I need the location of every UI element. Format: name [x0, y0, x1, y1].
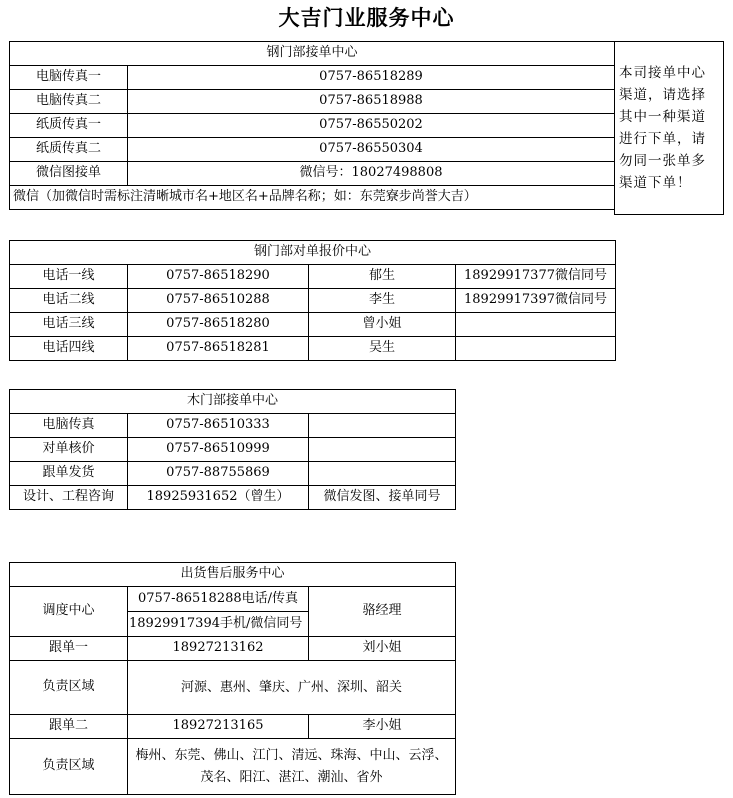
order-channel-number: 0757-86518289	[128, 66, 615, 90]
wood-channel-number: 18925931652（曾生）	[128, 486, 309, 510]
follow-up-2-phone: 18927213165	[128, 715, 309, 739]
wood-channel-label: 电脑传真	[10, 414, 128, 438]
phone-line-label: 电话一线	[10, 265, 128, 289]
phone-line-number: 0757-86518281	[128, 337, 309, 361]
after-sales-table	[9, 562, 456, 795]
wood-channel-label: 对单核价	[10, 438, 128, 462]
side-note-table	[614, 41, 724, 215]
steel-quote-table	[9, 240, 616, 361]
wood-order-header: 木门部接单中心	[10, 390, 456, 414]
phone-line-label: 电话二线	[10, 289, 128, 313]
phone-line-label: 电话三线	[10, 313, 128, 337]
wechat-order-id: 微信号：18027498808	[128, 162, 615, 186]
contact-name: 郁生	[309, 265, 456, 289]
wood-channel-extra: 微信发图、接单同号	[309, 486, 456, 510]
follow-up-2-contact: 李小姐	[309, 715, 456, 739]
wood-channel-label: 设计、工程咨询	[10, 486, 128, 510]
steel-order-table	[9, 41, 615, 210]
wood-channel-extra	[309, 462, 456, 486]
wood-order-table	[9, 389, 456, 510]
contact-name: 曾小姐	[309, 313, 456, 337]
contact-mobile	[456, 313, 616, 337]
order-channel-note: 本司接单中心渠道，请选择其中一种渠道进行下单，请勿同一张单多渠道下单！	[615, 42, 724, 215]
follow-up-1-phone: 18927213162	[128, 637, 309, 661]
phone-line-number: 0757-86518280	[128, 313, 309, 337]
wood-channel-number: 0757-86510333	[128, 414, 309, 438]
wood-channel-label: 跟单发货	[10, 462, 128, 486]
order-channel-label: 电脑传真二	[10, 90, 128, 114]
dispatch-label: 调度中心	[10, 587, 128, 637]
wood-channel-extra	[309, 438, 456, 462]
dispatch-phone-fax: 0757-86518288电话/传真	[137, 591, 299, 606]
follow-up-1-contact: 刘小姐	[309, 637, 456, 661]
dispatch-mobile: 18929917394手机/微信同号	[128, 611, 308, 636]
order-channel-number: 0757-86550202	[128, 114, 615, 138]
page-title: 大吉门业服务中心	[278, 5, 455, 30]
area-2-label: 负责区域	[10, 739, 128, 795]
wood-channel-number: 0757-86510999	[128, 438, 309, 462]
wood-channel-extra	[309, 414, 456, 438]
order-channel-number: 0757-86518988	[128, 90, 615, 114]
follow-up-2-label: 跟单二	[10, 715, 128, 739]
follow-up-1-label: 跟单一	[10, 637, 128, 661]
wood-channel-number: 0757-88755869	[128, 462, 309, 486]
steel-quote-header: 钢门部对单报价中心	[10, 241, 616, 265]
dispatch-phones	[128, 587, 309, 637]
wechat-note: 微信（加微信时需标注清晰城市名+地区名+品牌名称；如：东莞寮步尚誉大吉）	[10, 186, 615, 210]
order-channel-label: 纸质传真一	[10, 114, 128, 138]
phone-line-number: 0757-86518290	[128, 265, 309, 289]
order-channel-label: 电脑传真一	[10, 66, 128, 90]
after-sales-header: 出货售后服务中心	[10, 563, 456, 587]
phone-line-number: 0757-86510288	[128, 289, 309, 313]
contact-mobile: 18929917377微信同号	[456, 265, 616, 289]
order-channel-label: 微信图接单	[10, 162, 128, 186]
area-1-label: 负责区域	[10, 661, 128, 715]
area-2-value: 梅州、东莞、佛山、江门、清远、珠海、中山、云浮、茂名、阳江、湛江、潮汕、省外	[128, 739, 456, 795]
steel-order-header: 钢门部接单中心	[10, 42, 615, 66]
contact-name: 李生	[309, 289, 456, 313]
phone-line-label: 电话四线	[10, 337, 128, 361]
contact-mobile	[456, 337, 616, 361]
contact-mobile: 18929917397微信同号	[456, 289, 616, 313]
order-channel-number: 0757-86550304	[128, 138, 615, 162]
contact-name: 吴生	[309, 337, 456, 361]
area-1-value: 河源、惠州、肇庆、广州、深圳、韶关	[128, 661, 456, 715]
dispatch-contact: 骆经理	[309, 587, 456, 637]
order-channel-label: 纸质传真二	[10, 138, 128, 162]
